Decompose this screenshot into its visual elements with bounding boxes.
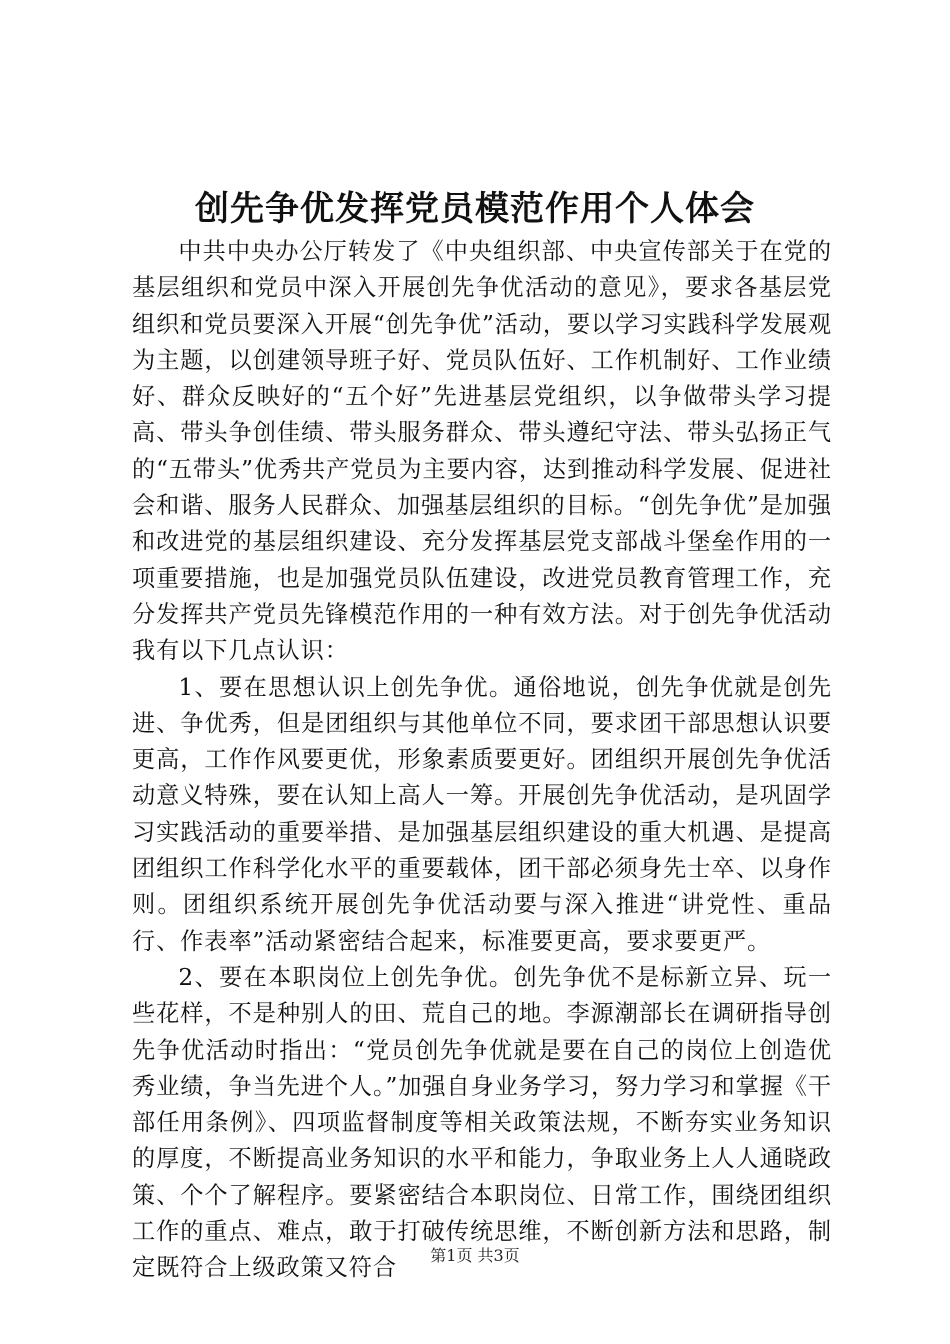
- page-footer: 第1页 共3页: [430, 1246, 520, 1265]
- paragraph-point-1: 1、要在思想认识上创先争优。通俗地说，创先争优就是创先进、争优秀，但是团组织与其他单位不同，要求团干部思想认识要更高，工作作风要更优，形象素质要更好。团组织开展创先争优活动意义特殊，要在认知上高人一筹。开展创先争优活动，是巩固学习实践活动的重要举措、是加强基层组织建设的重大机遇、是提高团组织工作科学化水平的重要载体，团干部必须身先士卒、以身作则。团组织系统开展创先争优活动要与深入推进“讲党性、重品行、作表率”活动紧密结合起来，标准要更高，要求要更严。: [132, 673, 832, 955]
- document-body: [132, 234, 832, 1287]
- document-title: 创先争优发挥党员模范作用个人体会: [195, 189, 755, 229]
- paragraph-point-2: 2、要在本职岗位上创先争优。创先争优不是标新立异、玩一些花样，不是种别人的田、荒自己的地。李源潮部长在调研指导创先争优活动时指出：“党员创先争优就是要在自己的岗位上创造优秀业绩，争当先进个人。”加强自身业务学习，努力学习和掌握《干部任用条例》、四项监督制度等相关政策法规，不断夯实业务知识的厚度，不断提高业务知识的水平和能力，争取业务上人人通晓政策、个个了解程序。要紧密结合本职岗位、日常工作，围绕团组织工作的重点、难点，敢于打破传统思维，不断创新方法和思路，制定既符合上级政策又符合: [132, 963, 832, 1282]
- paragraph-intro: 中共中央办公厅转发了《中央组织部、中央宣传部关于在党的基层组织和党员中深入开展创先争优活动的意见》，要求各基层党组织和党员要深入开展“创先争优”活动，要以学习实践科学发展观为主题，以创建领导班子好、党员队伍好、工作机制好、工作业绩好、群众反映好的“五个好”先进基层党组织，以争做带头学习提高、带头争创佳绩、带头服务群众、带头遵纪守法、带头弘扬正气的“五带头”优秀共产党员为主要内容，达到推动科学发展、促进社会和谐、服务人民群众、加强基层组织的目标。“创先争优”是加强和改进党的基层组织建设、充分发挥基层党支部战斗堡垒作用的一项重要措施，也是加强党员队伍建设，改进党员教育管理工作，充分发挥共产党员先锋模范作用的一种有效方法。对于创先争优活动我有以下几点认识：: [132, 238, 832, 665]
